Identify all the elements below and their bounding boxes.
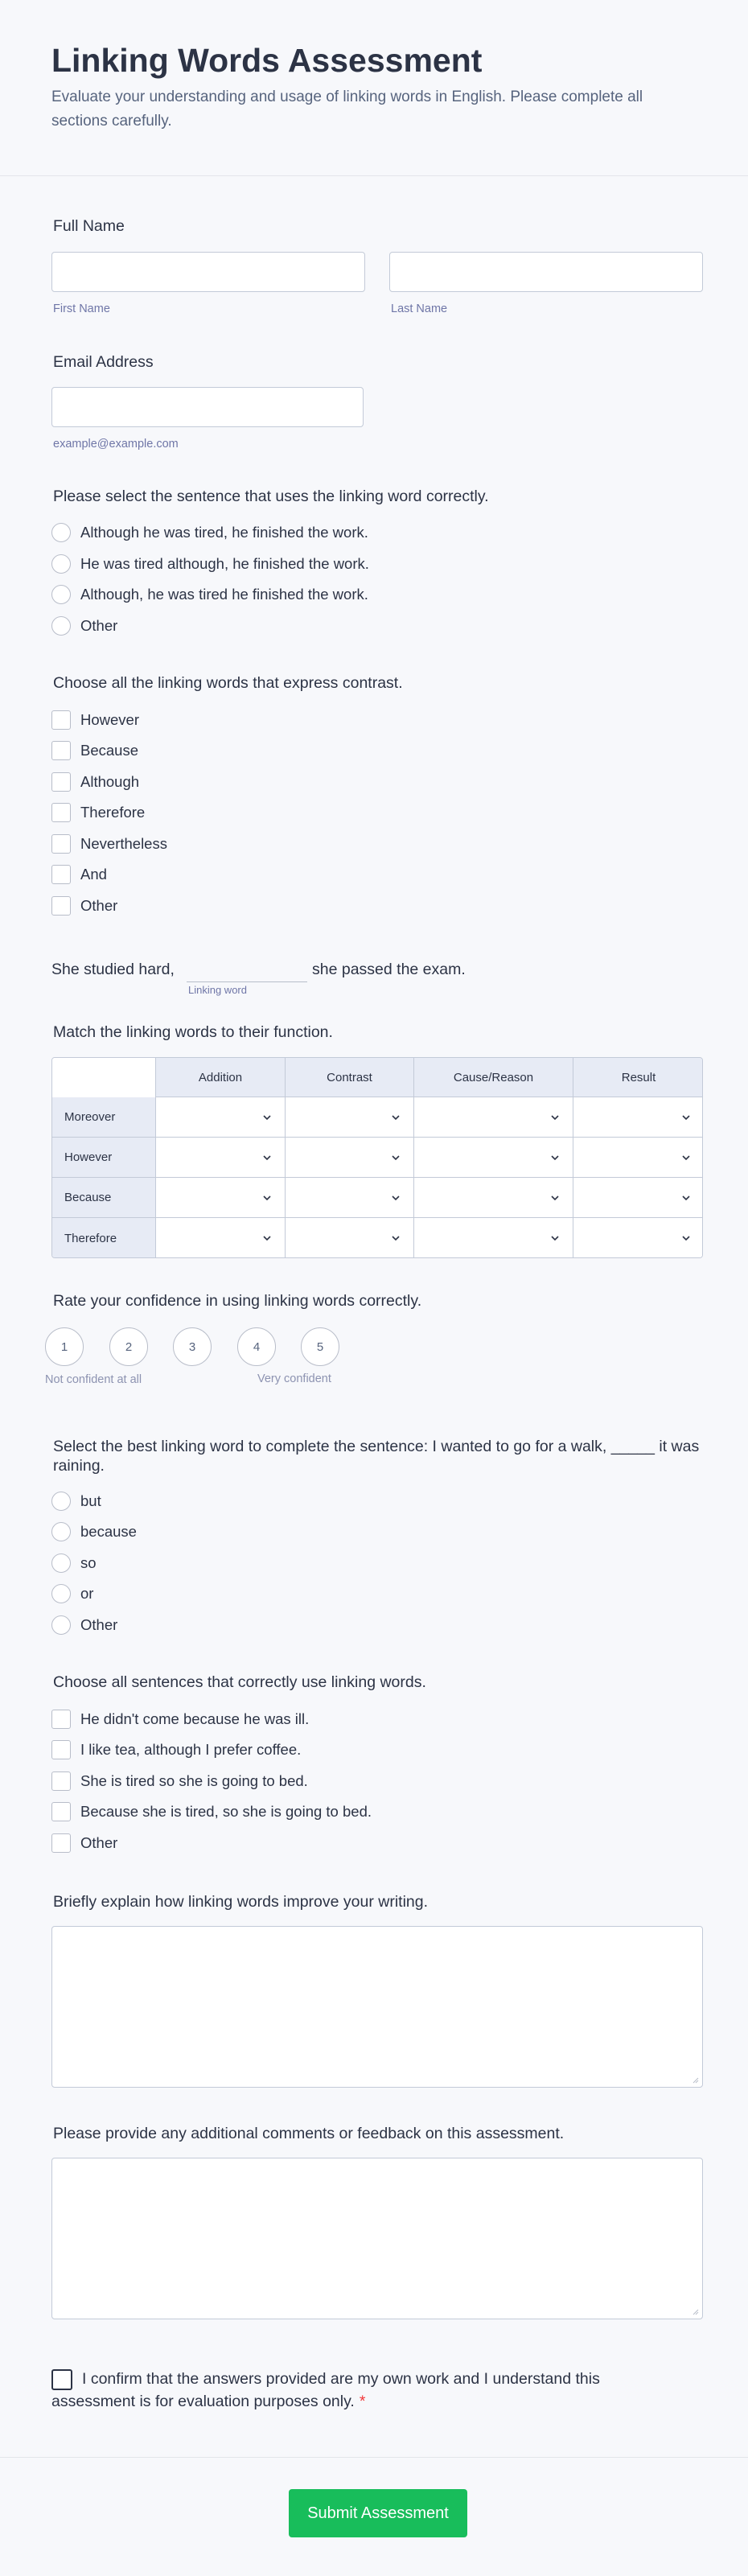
q3-option[interactable] (51, 1521, 137, 1542)
q1-option[interactable] (51, 522, 368, 543)
option-label: Because she is tired, so she is going to bed. (80, 1803, 372, 1820)
confirm-label (51, 2368, 631, 2413)
checkbox[interactable] (51, 772, 71, 792)
first-name-input[interactable] (51, 252, 365, 292)
q4-option[interactable] (51, 1771, 308, 1792)
checkbox[interactable] (51, 834, 71, 854)
q1-option[interactable] (51, 584, 368, 605)
page-subtitle: Evaluate your understanding and usage of linking words in English. Please complete all sections carefully. (51, 88, 643, 130)
radio-button[interactable] (51, 554, 71, 574)
q1-option[interactable] (51, 615, 117, 636)
chevron-down-icon (389, 1111, 402, 1124)
chevron-down-icon (680, 1232, 693, 1245)
matrix-dropdown[interactable] (156, 1178, 286, 1218)
q2-option[interactable] (51, 833, 167, 854)
matrix-dropdown[interactable] (573, 1097, 703, 1138)
chevron-down-icon (680, 1151, 693, 1164)
matrix-corner (52, 1058, 156, 1097)
matrix-dropdown[interactable] (286, 1178, 414, 1218)
fill-blank-input[interactable] (187, 957, 307, 981)
radio-button[interactable] (51, 1492, 71, 1511)
matrix-label: Match the linking words to their function. (53, 1023, 333, 1041)
option-label: Other (80, 897, 118, 914)
matrix-dropdown[interactable] (156, 1097, 286, 1138)
option-label: Other (80, 617, 118, 634)
fill-blank-before: She studied hard, (51, 961, 175, 978)
q2-option[interactable] (51, 740, 138, 761)
chevron-down-icon (389, 1191, 402, 1204)
q4-option[interactable] (51, 1833, 117, 1854)
chevron-down-icon (389, 1232, 402, 1245)
rating-option-2[interactable]: 2 (109, 1327, 148, 1366)
rating-option-3[interactable]: 3 (173, 1327, 212, 1366)
matrix-dropdown[interactable] (286, 1097, 414, 1138)
option-label: I like tea, although I prefer coffee. (80, 1741, 302, 1758)
chevron-down-icon (549, 1151, 561, 1164)
q6-textarea[interactable] (51, 2158, 703, 2319)
q3-option[interactable] (51, 1553, 97, 1574)
q3-option[interactable] (51, 1615, 117, 1636)
radio-button[interactable] (51, 585, 71, 604)
submit-button[interactable]: Submit Assessment (289, 2489, 467, 2537)
checkbox[interactable] (51, 1740, 71, 1759)
page-title: Linking Words Assessment (51, 42, 483, 79)
q2-label: Choose all the linking words that express contrast. (53, 674, 403, 692)
option-label: but (80, 1492, 101, 1509)
q3-option[interactable] (51, 1583, 93, 1604)
chevron-down-icon (549, 1232, 561, 1245)
chevron-down-icon (680, 1111, 693, 1124)
q2-option[interactable] (51, 802, 145, 823)
fill-blank-after: she passed the exam. (312, 961, 466, 978)
q2-option[interactable] (51, 772, 139, 792)
matrix-dropdown[interactable] (156, 1138, 286, 1178)
rating-option-1[interactable]: 1 (45, 1327, 84, 1366)
footer-divider (0, 2457, 748, 2458)
radio-button[interactable] (51, 1615, 71, 1635)
option-label: However (80, 711, 139, 728)
q2-option[interactable] (51, 710, 139, 730)
option-label: Other (80, 1834, 118, 1851)
resize-grip-icon[interactable] (691, 2076, 699, 2084)
radio-button[interactable] (51, 1522, 71, 1541)
rating-high-label: Very confident (257, 1372, 331, 1385)
email-input[interactable] (51, 387, 364, 427)
chevron-down-icon (549, 1191, 561, 1204)
checkbox[interactable] (51, 803, 71, 822)
q4-option[interactable] (51, 1709, 309, 1730)
q5-label: Briefly explain how linking words improve your writing. (53, 1893, 429, 1911)
rating-option-5[interactable]: 5 (301, 1327, 339, 1366)
radio-button[interactable] (51, 1584, 71, 1603)
matrix-row-header: Therefore (52, 1218, 156, 1258)
checkbox[interactable] (51, 1833, 71, 1853)
matrix-row-header: Moreover (52, 1097, 156, 1138)
q4-option[interactable] (51, 1739, 301, 1760)
matrix-column-header: Result (573, 1058, 703, 1097)
chevron-down-icon (261, 1111, 273, 1124)
radio-button[interactable] (51, 523, 71, 542)
email-label: Email Address (53, 353, 154, 371)
option-label: Although (80, 773, 140, 790)
option-label: Therefore (80, 804, 146, 821)
matrix-column-header: Cause/Reason (414, 1058, 573, 1097)
form-header (0, 0, 748, 176)
option-label: And (80, 866, 107, 883)
matrix-dropdown[interactable] (286, 1218, 414, 1258)
matrix-dropdown[interactable] (414, 1138, 573, 1178)
fill-blank-underline (187, 981, 307, 982)
chevron-down-icon (261, 1151, 273, 1164)
first-name-sublabel: First Name (53, 302, 110, 315)
matrix-column-header: Addition (156, 1058, 286, 1097)
matrix-dropdown[interactable] (573, 1138, 703, 1178)
fill-blank-sublabel: Linking word (188, 984, 247, 996)
checkbox[interactable] (51, 1802, 71, 1821)
checkbox[interactable] (51, 741, 71, 760)
radio-button[interactable] (51, 1553, 71, 1573)
last-name-input[interactable] (389, 252, 703, 292)
required-mark: * (359, 2393, 366, 2410)
full-name-label: Full Name (53, 217, 125, 235)
matrix-dropdown[interactable] (156, 1218, 286, 1258)
rating-label: Rate your confidence in using linking words correctly. (53, 1292, 422, 1310)
checkbox[interactable] (51, 710, 71, 730)
q5-textarea[interactable] (51, 1926, 703, 2088)
option-label: so (80, 1554, 97, 1571)
matrix-dropdown[interactable] (414, 1178, 573, 1218)
checkbox[interactable] (51, 1710, 71, 1729)
rating-option-4[interactable]: 4 (237, 1327, 276, 1366)
option-label: Although he was tired, he finished the work. (80, 524, 368, 541)
option-label: She is tired so she is going to bed. (80, 1772, 308, 1789)
q1-option[interactable] (51, 553, 369, 574)
checkbox[interactable] (51, 896, 71, 916)
option-label: Because (80, 742, 138, 759)
matrix-dropdown[interactable] (573, 1178, 703, 1218)
rating-low-label: Not confident at all (45, 1373, 142, 1386)
q2-option[interactable] (51, 864, 107, 885)
matrix-dropdown[interactable] (286, 1138, 414, 1178)
chevron-down-icon (261, 1191, 273, 1204)
option-label: He didn't come because he was ill. (80, 1710, 310, 1727)
resize-grip-icon[interactable] (691, 2307, 699, 2315)
q3-label: Select the best linking word to complete the sentence: I wanted to go for a walk, _____ it was raining. (53, 1438, 700, 1475)
radio-button[interactable] (51, 616, 71, 636)
chevron-down-icon (261, 1232, 273, 1245)
option-label: Other (80, 1616, 118, 1633)
q4-label: Choose all sentences that correctly use linking words. (53, 1673, 426, 1691)
option-label: Nevertheless (80, 835, 167, 852)
option-label: because (80, 1523, 137, 1540)
q6-label: Please provide any additional comments or feedback on this assessment. (53, 2125, 565, 2142)
q2-option[interactable] (51, 895, 117, 916)
q3-option[interactable] (51, 1491, 101, 1512)
matrix-row-header: However (52, 1138, 156, 1178)
email-sublabel: example@example.com (53, 438, 179, 451)
option-label: He was tired although, he finished the work. (80, 555, 369, 572)
confirm-text: I confirm that the answers provided are my own work and I understand this assessment is for evaluation purposes only. (51, 2370, 600, 2410)
option-label: or (80, 1585, 94, 1602)
option-label: Although, he was tired he finished the work. (80, 586, 368, 603)
matrix-dropdown[interactable] (573, 1218, 703, 1258)
chevron-down-icon (549, 1111, 561, 1124)
matrix-table (51, 1057, 703, 1258)
chevron-down-icon (680, 1191, 693, 1204)
matrix-dropdown[interactable] (414, 1097, 573, 1138)
q1-label: Please select the sentence that uses the linking word correctly. (53, 488, 489, 505)
matrix-row-header: Because (52, 1178, 156, 1218)
q4-option[interactable] (51, 1801, 372, 1822)
matrix-dropdown[interactable] (414, 1218, 573, 1258)
matrix-column-header: Contrast (286, 1058, 414, 1097)
last-name-sublabel: Last Name (391, 302, 448, 315)
checkbox[interactable] (51, 865, 71, 884)
chevron-down-icon (389, 1151, 402, 1164)
checkbox[interactable] (51, 1772, 71, 1791)
